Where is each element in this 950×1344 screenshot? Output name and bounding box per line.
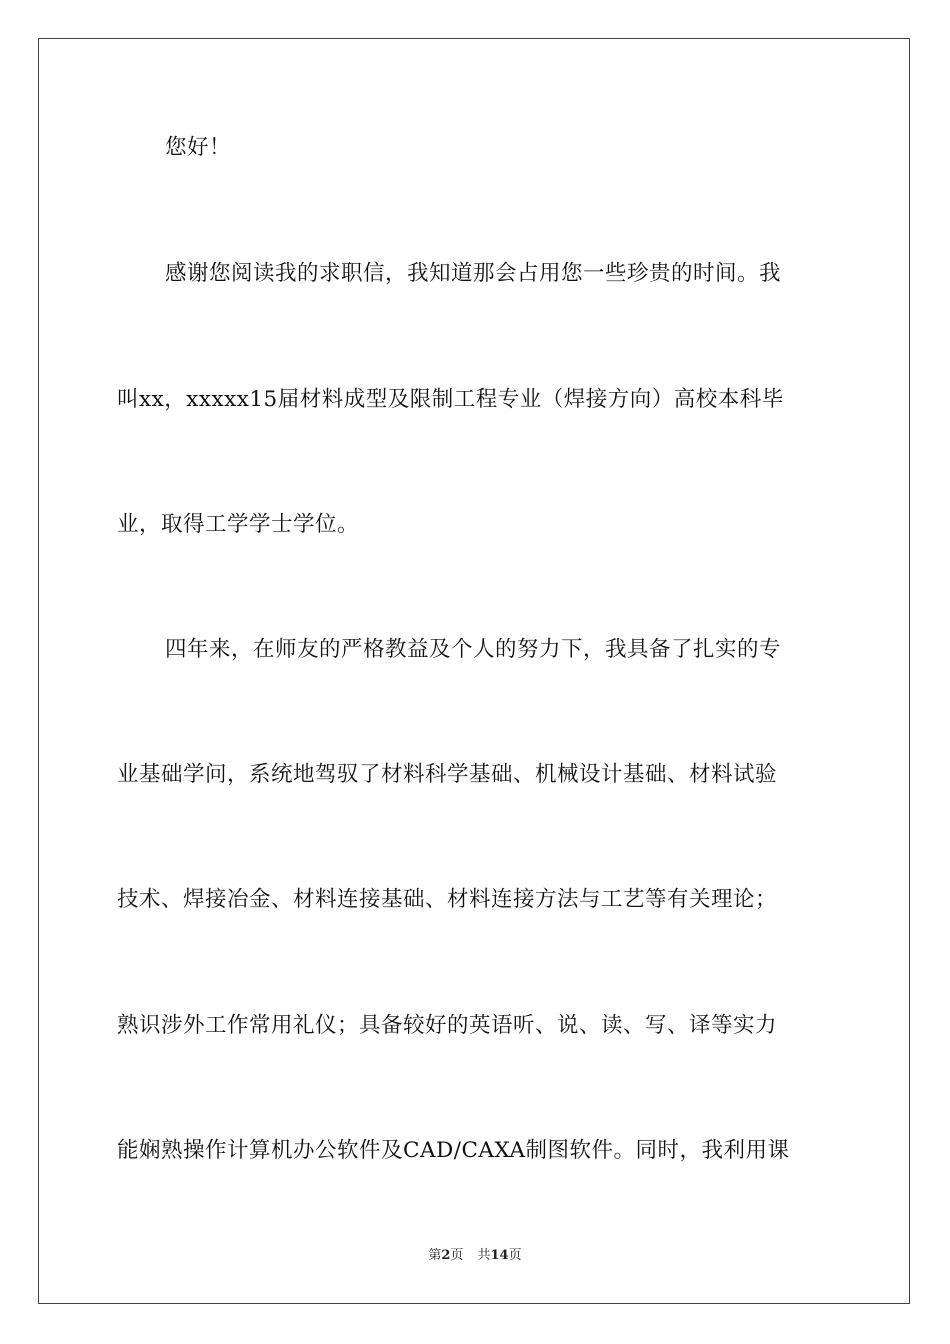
body-line: 四年来，在师友的严格教益及个人的努力下，我具备了扎实的专: [165, 637, 782, 662]
total-suffix: 页: [508, 1248, 522, 1263]
total-prefix: 共: [477, 1248, 491, 1263]
page-suffix: 页: [450, 1248, 464, 1263]
page-footer: [0, 1247, 950, 1265]
greeting-line: 您好！: [165, 135, 232, 160]
body-line: 技术、焊接冶金、材料连接基础、材料连接方法与工艺等有关理论；: [117, 887, 778, 912]
body-line: 业基础学问，系统地驾驭了材料科学基础、机械设计基础、材料试验: [117, 762, 778, 787]
page-border: [38, 38, 910, 1304]
body-line: 感谢您阅读我的求职信，我知道那会占用您一些珍贵的时间。我: [165, 261, 782, 286]
body-line: 叫xx，xxxxx15届材料成型及限制工程专业（焊接方向）高校本科毕: [117, 387, 784, 412]
body-line: 能娴熟操作计算机办公软件及CAD/CAXA制图软件。同时，我利用课: [117, 1138, 790, 1163]
page-prefix: 第: [428, 1248, 442, 1263]
body-line: 业，取得工学学士学位。: [117, 512, 360, 537]
body-line: 熟识涉外工作常用礼仪；具备较好的英语听、说、读、写、译等实力: [117, 1013, 778, 1038]
page-number: 2: [441, 1248, 451, 1263]
total-pages: 14: [490, 1248, 509, 1263]
